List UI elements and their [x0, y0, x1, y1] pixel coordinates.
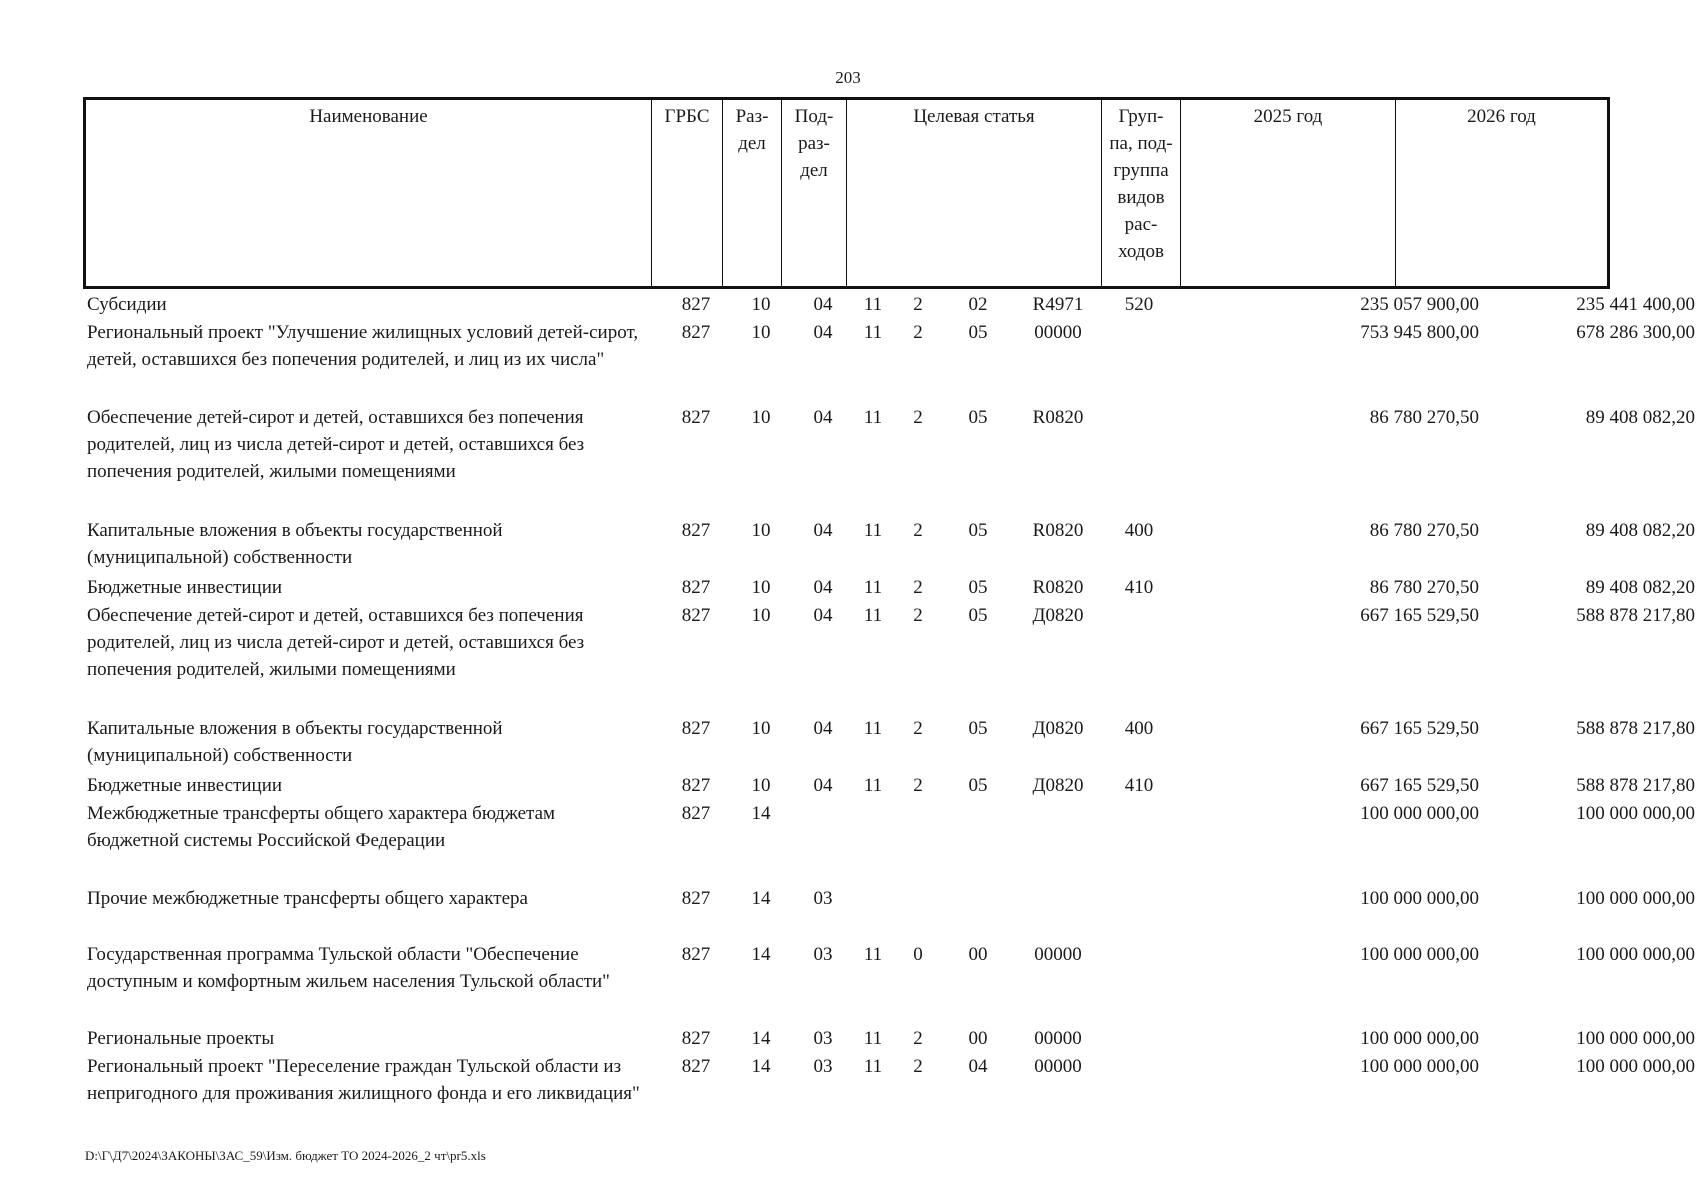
row-name: Субсидии [87, 294, 167, 315]
row-name: Региональный проект "Переселение граждан Тульской области из непригодного для проживания жилищного фонда и его ликвидация" [87, 1056, 640, 1104]
header-razdel: Раз- дел [722, 100, 781, 286]
row-expense-group: 520 [1124, 294, 1154, 315]
row-amount-2026: 100 000 000,00 [1576, 888, 1695, 909]
row-target-event: 05 [968, 605, 988, 626]
row-podrazdel: 04 [813, 605, 833, 626]
row-razdel: 10 [751, 605, 771, 626]
row-razdel: 14 [751, 888, 771, 909]
page-number: 203 [835, 68, 861, 87]
row-amount-2025: 86 780 270,50 [1369, 577, 1479, 598]
row-target-program: 11 [863, 520, 883, 541]
row-podrazdel: 03 [813, 888, 833, 909]
row-podrazdel: 03 [813, 944, 833, 965]
table-row [83, 1025, 1695, 1052]
row-podrazdel: 04 [813, 322, 833, 343]
row-target-event: 04 [968, 1056, 988, 1077]
row-target-program: 11 [863, 407, 883, 428]
row-podrazdel: 04 [813, 294, 833, 315]
row-amount-2025: 100 000 000,00 [1360, 1056, 1479, 1077]
row-grbs: 827 [681, 605, 711, 626]
row-target-subprogram: 2 [913, 577, 923, 598]
row-target-direction: R0820 [1032, 407, 1084, 428]
row-podrazdel: 04 [813, 577, 833, 598]
row-razdel: 10 [751, 322, 771, 343]
row-target-direction: R4971 [1032, 294, 1084, 315]
row-grbs: 827 [681, 407, 711, 428]
row-target-direction: R0820 [1032, 577, 1084, 598]
row-target-program: 11 [863, 294, 883, 315]
row-target-subprogram: 0 [913, 944, 923, 965]
row-grbs: 827 [681, 1028, 711, 1049]
row-target-event: 05 [968, 520, 988, 541]
row-target-direction: 00000 [1034, 322, 1082, 343]
row-grbs: 827 [681, 718, 711, 739]
row-target-direction: Д0820 [1032, 775, 1084, 796]
row-amount-2026: 100 000 000,00 [1576, 1056, 1695, 1077]
row-podrazdel: 03 [813, 1056, 833, 1077]
row-grbs: 827 [681, 944, 711, 965]
row-target-program: 11 [863, 718, 883, 739]
row-target-event: 05 [968, 577, 988, 598]
row-expense-group: 400 [1124, 718, 1154, 739]
table-row [83, 715, 1695, 769]
row-amount-2025: 100 000 000,00 [1360, 803, 1479, 824]
row-podrazdel: 04 [813, 718, 833, 739]
row-amount-2026: 89 408 082,20 [1585, 577, 1695, 598]
file-path-footer: D:\Г\Д7\2024\ЗАКОНЫ\ЗАС_59\Изм. бюджет ТО 2024-2026_2 чт\pr5.xls [85, 1148, 486, 1163]
row-amount-2026: 89 408 082,20 [1585, 520, 1695, 541]
row-name: Региональный проект "Улучшение жилищных условий детей-сирот, детей, оставшихся без попечения родителей, и лиц из их числа" [87, 322, 639, 370]
table-row [83, 941, 1695, 995]
header-target-article: Целевая статья [846, 100, 1101, 286]
row-target-subprogram: 2 [913, 1056, 923, 1077]
row-target-event: 05 [968, 407, 988, 428]
row-target-program: 11 [863, 1056, 883, 1077]
row-razdel: 10 [751, 520, 771, 541]
row-target-subprogram: 2 [913, 520, 923, 541]
table-row [83, 1053, 1695, 1107]
row-amount-2026: 100 000 000,00 [1576, 944, 1695, 965]
row-grbs: 827 [681, 294, 711, 315]
row-razdel: 14 [751, 944, 771, 965]
row-target-event: 05 [968, 322, 988, 343]
row-target-subprogram: 2 [913, 718, 923, 739]
row-amount-2025: 100 000 000,00 [1360, 944, 1479, 965]
row-amount-2026: 100 000 000,00 [1576, 803, 1695, 824]
row-name: Бюджетные инвестиции [87, 775, 283, 796]
table-row [83, 404, 1695, 485]
row-podrazdel: 04 [813, 520, 833, 541]
row-target-program: 11 [863, 1028, 883, 1049]
row-target-direction: 00000 [1034, 944, 1082, 965]
row-amount-2025: 235 057 900,00 [1360, 294, 1479, 315]
row-target-subprogram: 2 [913, 322, 923, 343]
row-target-subprogram: 2 [913, 294, 923, 315]
row-grbs: 827 [681, 520, 711, 541]
row-target-program: 11 [863, 577, 883, 598]
row-amount-2026: 588 878 217,80 [1576, 605, 1695, 626]
table-row [83, 517, 1695, 571]
row-razdel: 10 [751, 407, 771, 428]
row-amount-2025: 86 780 270,50 [1369, 407, 1479, 428]
header-grbs: ГРБС [651, 100, 722, 286]
table-row [83, 800, 1695, 854]
table-row [83, 772, 1695, 799]
row-grbs: 827 [681, 888, 711, 909]
header-2025: 2025 год [1180, 100, 1395, 286]
row-amount-2026: 100 000 000,00 [1576, 1028, 1695, 1049]
row-target-program: 11 [863, 944, 883, 965]
row-target-event: 02 [968, 294, 988, 315]
row-razdel: 10 [751, 775, 771, 796]
row-grbs: 827 [681, 803, 711, 824]
row-target-program: 11 [863, 322, 883, 343]
row-amount-2025: 667 165 529,50 [1360, 775, 1479, 796]
row-amount-2026: 588 878 217,80 [1576, 718, 1695, 739]
row-target-direction: Д0820 [1032, 605, 1084, 626]
row-name: Обеспечение детей-сирот и детей, оставшихся без попечения родителей, лиц из числа детей-сирот и детей, оставшихся без попечения родителей, жилыми помещениями [87, 407, 585, 482]
table-row [83, 602, 1695, 683]
row-razdel: 10 [751, 718, 771, 739]
row-target-program: 11 [863, 605, 883, 626]
row-target-event: 05 [968, 718, 988, 739]
table-row [83, 319, 1695, 373]
row-target-event: 00 [968, 1028, 988, 1049]
row-podrazdel: 04 [813, 775, 833, 796]
row-target-direction: Д0820 [1032, 718, 1084, 739]
row-name: Региональные проекты [87, 1028, 275, 1049]
row-grbs: 827 [681, 322, 711, 343]
row-podrazdel: 04 [813, 407, 833, 428]
row-amount-2025: 100 000 000,00 [1360, 888, 1479, 909]
header-group: Груп- па, под- группа видов рас- ходов [1101, 100, 1180, 286]
row-name: Обеспечение детей-сирот и детей, оставшихся без попечения родителей, лиц из числа детей-сирот и детей, оставшихся без попечения родителей, жилыми помещениями [87, 605, 585, 680]
row-razdel: 14 [751, 1056, 771, 1077]
row-target-direction: 00000 [1034, 1028, 1082, 1049]
row-name: Капитальные вложения в объекты государственной (муниципальной) собственности [87, 520, 503, 568]
row-target-subprogram: 2 [913, 407, 923, 428]
row-amount-2025: 100 000 000,00 [1360, 1028, 1479, 1049]
row-expense-group: 410 [1124, 577, 1154, 598]
row-target-subprogram: 2 [913, 605, 923, 626]
row-target-event: 00 [968, 944, 988, 965]
row-target-subprogram: 2 [913, 775, 923, 796]
row-name: Бюджетные инвестиции [87, 577, 283, 598]
row-target-direction: 00000 [1034, 1056, 1082, 1077]
row-amount-2025: 86 780 270,50 [1369, 520, 1479, 541]
table-row [83, 291, 1695, 318]
row-target-program: 11 [863, 775, 883, 796]
row-name: Прочие межбюджетные трансферты общего характера [87, 888, 528, 909]
row-amount-2026: 235 441 400,00 [1576, 294, 1695, 315]
row-grbs: 827 [681, 775, 711, 796]
row-name: Межбюджетные трансферты общего характера бюджетам бюджетной системы Российской Федерации [87, 803, 556, 851]
table-header [83, 97, 1610, 289]
row-grbs: 827 [681, 577, 711, 598]
row-target-direction: R0820 [1032, 520, 1084, 541]
row-razdel: 10 [751, 577, 771, 598]
row-amount-2026: 588 878 217,80 [1576, 775, 1695, 796]
row-amount-2025: 753 945 800,00 [1360, 322, 1479, 343]
header-2026: 2026 год [1395, 100, 1607, 286]
row-razdel: 10 [751, 294, 771, 315]
row-amount-2026: 89 408 082,20 [1585, 407, 1695, 428]
row-name: Капитальные вложения в объекты государственной (муниципальной) собственности [87, 718, 503, 766]
table-row [83, 885, 1695, 912]
row-razdel: 14 [751, 803, 771, 824]
row-amount-2025: 667 165 529,50 [1360, 605, 1479, 626]
table-row [83, 574, 1695, 601]
row-podrazdel: 03 [813, 1028, 833, 1049]
row-amount-2026: 678 286 300,00 [1576, 322, 1695, 343]
row-razdel: 14 [751, 1028, 771, 1049]
row-target-event: 05 [968, 775, 988, 796]
row-expense-group: 410 [1124, 775, 1154, 796]
header-podrazdel: Под- раз- дел [781, 100, 846, 286]
row-expense-group: 400 [1124, 520, 1154, 541]
row-name: Государственная программа Тульской области "Обеспечение доступным и комфортным жильем населения Тульской области" [87, 944, 610, 992]
row-grbs: 827 [681, 1056, 711, 1077]
header-name: Наименование [309, 106, 428, 127]
row-amount-2025: 667 165 529,50 [1360, 718, 1479, 739]
row-target-subprogram: 2 [913, 1028, 923, 1049]
